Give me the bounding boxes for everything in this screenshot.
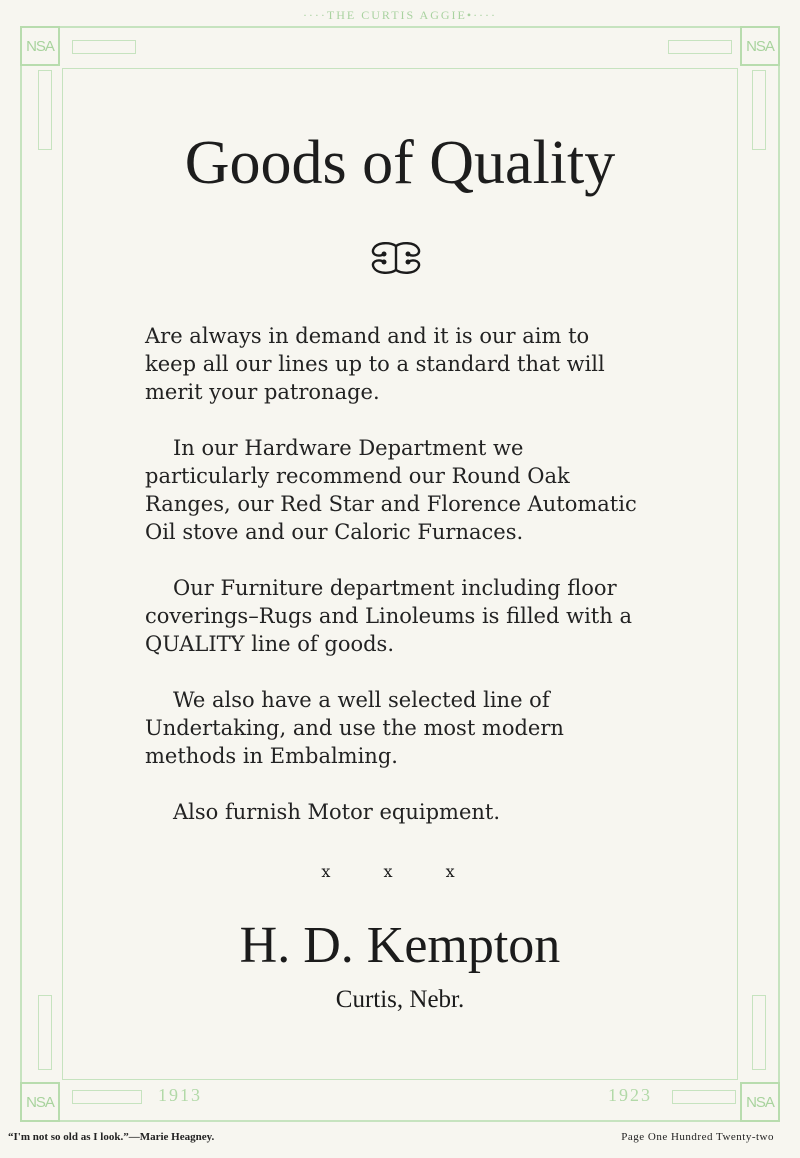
paragraph-furniture: Our Furniture department including floor coverings–Rugs and Linoleums is filled with a QUALITY line of goods.	[145, 576, 632, 656]
bottom-right-bar	[672, 1090, 736, 1104]
top-left-bar	[72, 40, 136, 54]
page-number: Page One Hundred Twenty-two	[621, 1131, 774, 1143]
footer-quote: “I'm not so old as I look.”—Marie Heagney.	[8, 1131, 215, 1143]
running-head: ····THE CURTIS AGGIE•····	[302, 8, 498, 22]
corner-monogram-bottom-left: NSA	[20, 1082, 60, 1122]
corner-monogram-top-left: NSA	[20, 26, 60, 66]
ad-body	[145, 322, 645, 854]
corner-monogram-bottom-right: NSA	[740, 1082, 780, 1122]
merchant-name: H. D. Kempton	[239, 917, 561, 974]
fleuron-ornament-icon	[364, 240, 428, 276]
ad-title: Goods of Quality	[184, 129, 616, 197]
separator: x x x	[321, 862, 479, 881]
year-start: 1913	[158, 1085, 202, 1105]
merchant-location: Curtis, Nebr.	[335, 986, 465, 1013]
year-end: 1923	[608, 1085, 652, 1105]
bottom-left-bar	[72, 1090, 142, 1104]
corner-monogram-top-right: NSA	[740, 26, 780, 66]
paragraph-hardware: In our Hardware Department we particularly recommend our Round Oak Ranges, our Red Star and Florence Automatic Oil stove and our Caloric Furnaces.	[145, 436, 637, 544]
top-right-bar	[668, 40, 732, 54]
paragraph-intro: Are always in demand and it is our aim to keep all our lines up to a standard that will merit your patronage.	[145, 324, 605, 404]
paragraph-motor: Also furnish Motor equipment.	[173, 800, 501, 824]
paragraph-undertaking: We also have a well selected line of Undertaking, and use the most modern methods in Embalming.	[145, 688, 564, 768]
